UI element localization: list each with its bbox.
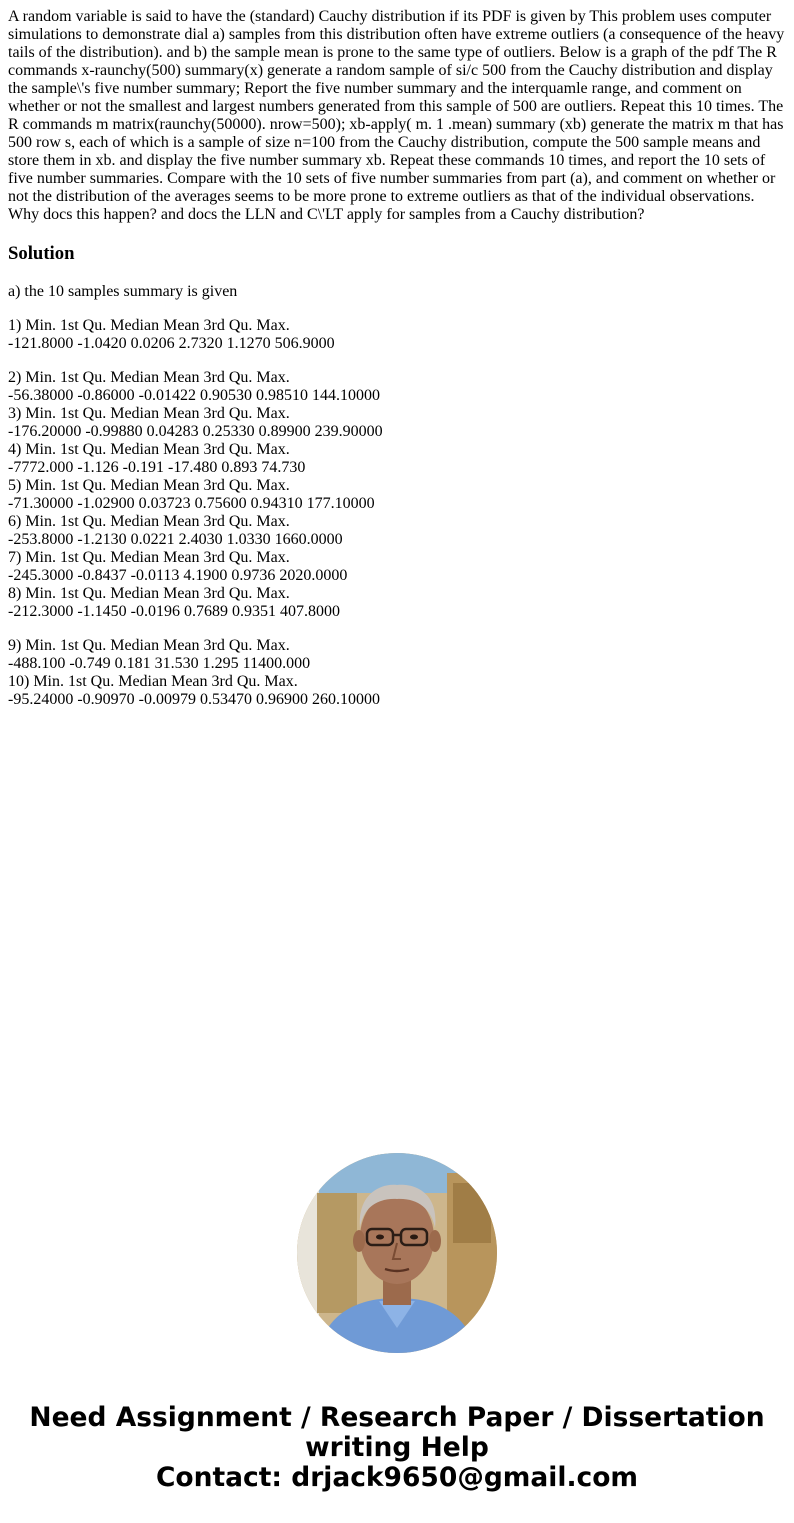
summary-line: -212.3000 -1.1450 -0.0196 0.7689 0.9351 407.8000 xyxy=(8,603,340,620)
summary-block xyxy=(8,369,786,621)
summary-line: 6) Min. 1st Qu. Median Mean 3rd Qu. Max. xyxy=(8,513,290,530)
summary-line: 1) Min. 1st Qu. Median Mean 3rd Qu. Max. xyxy=(8,317,290,334)
contact-banner xyxy=(0,1403,794,1493)
author-photo xyxy=(297,1153,497,1353)
summary-line: -95.24000 -0.90970 -0.00979 0.53470 0.96900 260.10000 xyxy=(8,691,380,708)
summary-line: -56.38000 -0.86000 -0.01422 0.90530 0.98510 144.10000 xyxy=(8,387,380,404)
solution-heading: Solution xyxy=(8,243,75,264)
summary-line: 4) Min. 1st Qu. Median Mean 3rd Qu. Max. xyxy=(8,441,290,458)
banner-line: writing Help xyxy=(305,1432,489,1463)
document-body xyxy=(8,8,786,709)
summary-line: -7772.000 -1.126 -0.191 -17.480 0.893 74.730 xyxy=(8,459,306,476)
summary-line: 3) Min. 1st Qu. Median Mean 3rd Qu. Max. xyxy=(8,405,290,422)
summary-line: -488.100 -0.749 0.181 31.530 1.295 11400.000 xyxy=(8,655,311,672)
summary-line: -71.30000 -1.02900 0.03723 0.75600 0.94310 177.10000 xyxy=(8,495,375,512)
summary-block xyxy=(8,637,786,709)
solution-intro: a) the 10 samples summary is given xyxy=(8,283,238,300)
summary-line: -245.3000 -0.8437 -0.0113 4.1900 0.9736 2020.0000 xyxy=(8,567,348,584)
summary-line: -176.20000 -0.99880 0.04283 0.25330 0.89900 239.90000 xyxy=(8,423,383,440)
summary-line: 9) Min. 1st Qu. Median Mean 3rd Qu. Max. xyxy=(8,637,290,654)
summary-block xyxy=(8,317,786,353)
contact-email: Contact: drjack9650@gmail.com xyxy=(155,1462,639,1493)
portrait-illustration xyxy=(297,1153,497,1353)
summary-line: 2) Min. 1st Qu. Median Mean 3rd Qu. Max. xyxy=(8,369,290,386)
summary-line: 8) Min. 1st Qu. Median Mean 3rd Qu. Max. xyxy=(8,585,290,602)
banner-line: Need Assignment / Research Paper / Dissertation xyxy=(29,1402,765,1433)
question-text: A random variable is said to have the (standard) Cauchy distribution if its PDF is given by This problem uses computer simulations to demonstrate dial a) samples from this distribution often have extreme outliers (a consequence of the heavy tails of the distribution). and b) the sample mean is prone to the same type of outliers. Below is a graph of the pdf The R commands x-raunchy(500) summary(x) generate a random sample of si/c 500 from the Cauchy distribution and display the sample\'s five number summary; Report the five number summary and the interquamle range, and comment on whether or not the smallest and largest numbers generated from this sample of 500 are outliers. Repeat this 10 times. The R commands m matrix(raunchy(50000). nrow=500); xb-apply( m. 1 .mean) summary (xb) generate the matrix m that has 500 row s, each of which is a sample of size n=100 from the Cauchy distribution, compute the 500 sample means and store them in xb. and display the five number summary xb. Repeat these commands 10 times, and report the 10 sets of five number summaries. Compare with the 10 sets of five number summaries from part (a), and comment on whether or not the distribution of the averages seems to be more prone to extreme outliers as that of the individual observations. Why docs this happen? and docs the LLN and C\'LT apply for samples from a Cauchy distribution? xyxy=(8,8,785,223)
summary-line: -121.8000 -1.0420 0.0206 2.7320 1.1270 506.9000 xyxy=(8,335,335,352)
summary-line: 5) Min. 1st Qu. Median Mean 3rd Qu. Max. xyxy=(8,477,290,494)
summary-line: 10) Min. 1st Qu. Median Mean 3rd Qu. Max. xyxy=(8,673,298,690)
summary-line: -253.8000 -1.2130 0.0221 2.4030 1.0330 1660.0000 xyxy=(8,531,343,548)
summary-line: 7) Min. 1st Qu. Median Mean 3rd Qu. Max. xyxy=(8,549,290,566)
